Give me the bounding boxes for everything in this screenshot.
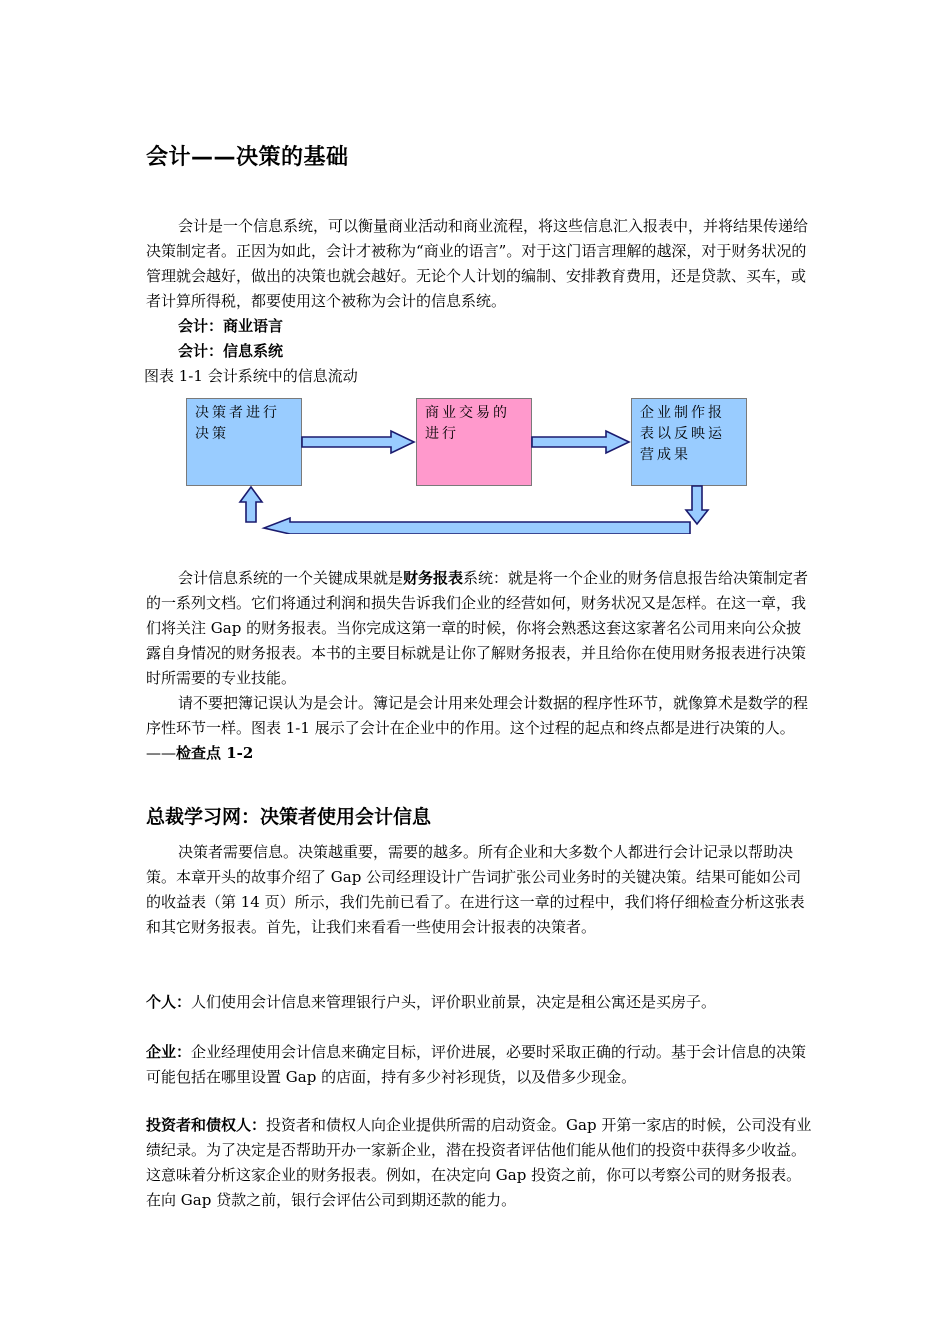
label-business: 企业： (146, 1043, 192, 1061)
label-investors: 投资者和债权人： (146, 1116, 267, 1134)
checkpoint-label: 检查点 1-2 (176, 744, 254, 762)
box-financial-reports: 企业制作报表以反映运营成果 (631, 398, 747, 486)
individuals-text (146, 990, 814, 1015)
text-span: 请不要把簿记误认为是会计。簿记是会计用来处理会计数据的程序性环节，就像算术是数学的程序性环节一样。图表 1-1 展示了会计在企业中的作用。这个过程的起点和终点都是进行决策的人。 —— (146, 694, 809, 762)
decision-makers-paragraph: 决策者需要信息。决策越重要，需要的越多。所有企业和大多数个人都进行会计记录以帮助决策。本章开头的故事介绍了 Gap 公司经理设计广告词扩张公司业务时的关键决策。结果可能如公司的收益表（第 14 页）所示，我们先前已看了。在进行这一章的过程中，我们将仔细检查分析这张表和其它财务报表。首先，让我们来看看一些使用会计报表的决策者。 (146, 843, 805, 936)
figure-caption: 图表 1-1 会计系统中的信息流动 (144, 367, 358, 385)
box-business-transactions: 商业交易的进行 (416, 398, 532, 486)
investors-text (146, 1113, 814, 1213)
arrow-right-1 (302, 431, 414, 453)
text-span: 投资者和债权人向企业提供所需的启动资金。Gap 开第一家店的时候，公司没有业绩纪录。为了决定是否帮助开办一家新企业，潜在投资者评估他们能从他们的投资中获得多少收益。这意味着分析这家企业的财务报表。例如，在决定向 Gap 投资之前，你可以考察公司的财务报表。在向 Gap 贷款之前，银行会评估公司到期还款的能力。 (146, 1116, 812, 1209)
page-title: 会计——决策的基础 (146, 145, 349, 170)
flow-arrows (146, 394, 814, 534)
section-heading: 总裁学习网：决策者使用会计信息 (146, 806, 432, 828)
intro-section (146, 214, 814, 389)
business-paragraph (146, 1040, 814, 1090)
text-span: 系统：就是将一个企业的财务信息报告给决策制定者的一系列文档。它们将通过利润和损失告诉我们企业的经营如何，财务状况又是怎样。在这一章，我们将关注 Gap 的财务报表。当你完成这第一章的时候，你将会熟悉这套这家著名公司用来向公众披露自身情况的财务报表。本书的主要目标就是让你了解财务报表，并且给你在使用财务报表进行决策时所需要的专业技能。 (146, 569, 809, 687)
section-financial-statements (146, 566, 814, 766)
text-span: 会计信息系统的一个关键成果就是 (178, 569, 404, 587)
bold-line-information-system: 会计：信息系统 (178, 342, 284, 360)
intro-paragraph: 会计是一个信息系统，可以衡量商业活动和商业流程，将这些信息汇入报表中，并将结果传递给决策制定者。正因为如此，会计才被称为“商业的语言”。对于这门语言理解的越深，对于财务状况的管理就会越好，做出的决策也就会越好。无论个人计划的编制、安排教育费用，还是贷款、买车，或者计算所得税，都要使用这个被称为会计的信息系统。 (146, 217, 809, 310)
arrow-right-2 (532, 431, 629, 453)
information-flow-diagram (146, 394, 814, 534)
investors-paragraph (146, 1113, 814, 1213)
financial-statements-paragraph (146, 566, 814, 691)
individuals-paragraph (146, 990, 814, 1015)
bookkeeping-paragraph (146, 691, 814, 766)
arrow-up (240, 487, 262, 522)
box-decision-makers: 决策者进行决策 (186, 398, 302, 486)
section-decision-makers (146, 840, 814, 940)
bold-term-financial-statements: 财务报表 (403, 569, 464, 587)
label-individuals: 个人： (146, 993, 192, 1011)
arrow-left (264, 518, 690, 534)
bold-line-business-language: 会计：商业语言 (178, 317, 284, 335)
arrow-down (686, 486, 708, 524)
text-span: 企业经理使用会计信息来确定目标，评价进展，必要时采取正确的行动。基于会计信息的决策可能包括在哪里设置 Gap 的店面，持有多少衬衫现货，以及借多少现金。 (146, 1043, 807, 1086)
business-text (146, 1040, 814, 1090)
text-span: 人们使用会计信息来管理银行户头，评价职业前景，决定是租公寓还是买房子。 (191, 993, 717, 1011)
